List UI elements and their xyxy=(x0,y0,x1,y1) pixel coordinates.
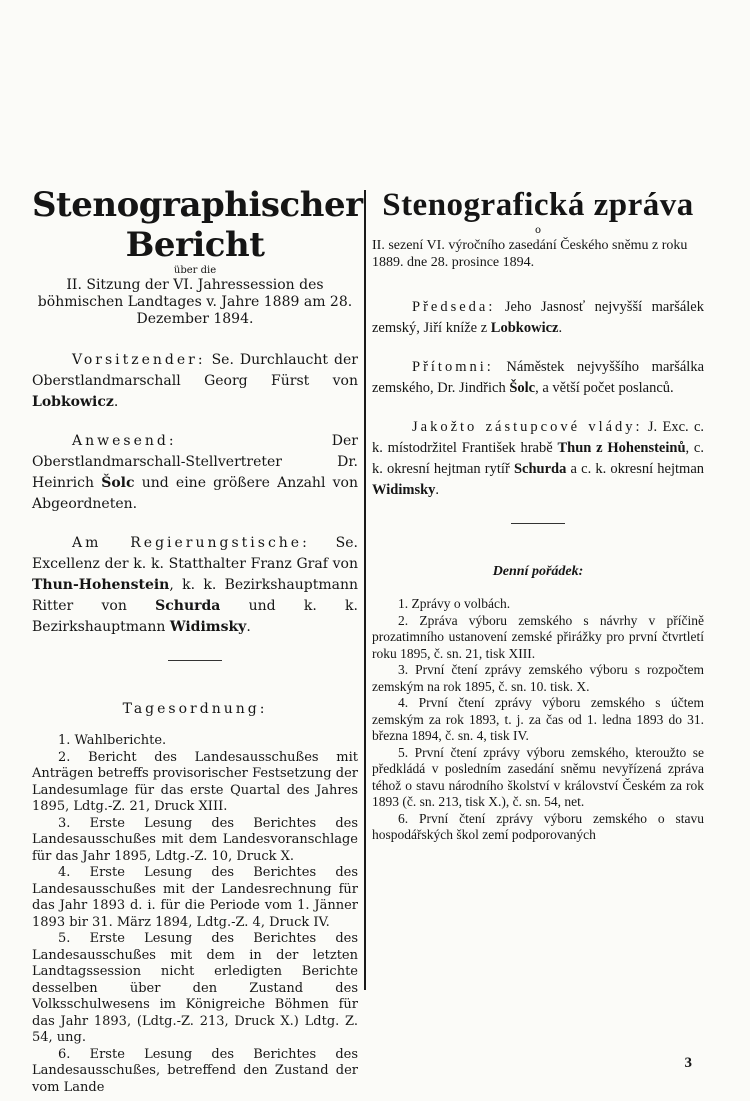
czech-title: Stenografická zpráva xyxy=(382,187,694,223)
german-separator xyxy=(168,660,222,661)
page-number: 3 xyxy=(684,1055,692,1071)
german-agenda-list xyxy=(32,733,358,1096)
czech-government-label: Jakožto zástupcové vlády: xyxy=(412,419,643,435)
german-present: Anwesend: Der Oberstlandmarschall-Stellvertreter Dr. Heinrich Šolc und eine größere Anzahl von Abgeordneten. xyxy=(32,433,358,512)
german-agenda-heading: Tagesordnung: xyxy=(122,701,268,717)
czech-chair: Předseda: Jeho Jasnosť nejvyšší maršálek zemský, Jiří kníže z Lobkowicz. xyxy=(372,299,704,336)
german-uber: über die xyxy=(173,265,217,276)
czech-present: Přítomni: Náměstek nejvyššího maršálka zemského, Dr. Jindřich Šolc, a větší počet poslanců. xyxy=(372,359,704,396)
czech-agenda-heading: Denní pořádek: xyxy=(492,564,584,579)
agenda-item: 4. První čtení zprávy výboru zemského s účtem zemským za rok 1893, t. j. za čas od 1. ledna 1893 do 31. března 1894, č. sn. 4, tisk IV. xyxy=(372,695,704,743)
german-title: Stenographischer Bericht xyxy=(32,185,363,265)
czech-chair-name: Lobkowicz xyxy=(490,320,559,336)
german-chair-name: Lobkowicz xyxy=(32,394,114,410)
german-column xyxy=(32,185,363,1096)
agenda-item: 5. Erste Lesung des Berichtes des Landesausschußes mit dem in der letzten Landtagssession nicht erledigten Berichte desselben über den Zustand des Volksschulwesens im Königreiche Böhmen für das Jahr 1893, (Ldtg.-Z. 213, Druck X.) Ldtg. Z. 54, ung. xyxy=(32,931,358,1045)
agenda-item: 3. Erste Lesung des Berichtes des Landesausschußes mit dem Landesvoranschlage für das Jahr 1895, Ldtg.-Z. 10, Druck X. xyxy=(32,815,358,864)
german-chair: Vorsitzender: Se. Durchlaucht der Oberstlandmarschall Georg Fürst von Lobkowicz. xyxy=(32,352,358,410)
agenda-item: 6. První čtení zprávy výboru zemského o stavu hospodářských škol zemí podporovaných xyxy=(372,810,704,842)
czech-agenda-list xyxy=(372,596,704,844)
czech-chair-label: Předseda: xyxy=(412,299,496,315)
agenda-item: 1. Zprávy o volbách. xyxy=(398,596,511,611)
agenda-item: 3. První čtení zprávy zemského výboru s rozpočtem zemským na rok 1895, č. sn. 10. tisk. X. xyxy=(372,662,704,694)
agenda-item: 4. Erste Lesung des Berichtes des Landesausschußes mit der Landesrechnung für das Jahr 1893 d. i. für die Periode vom 1. Jänner 1893 bir 31. März 1894, Ldtg.-Z. 4, Druck IV. xyxy=(32,865,358,930)
agenda-item: 1. Wahlberichte. xyxy=(58,733,167,748)
agenda-item: 6. Erste Lesung des Berichtes des Landesausschußes, betreffend den Zustand der vom Lande xyxy=(32,1046,358,1095)
agenda-item: 2. Bericht des Landesausschußes mit Anträgen betreffs provisorischer Festsetzung der Landesumlage für das erste Quartal des Jahres 1895, Ldtg.-Z. 21, Druck XIII. xyxy=(32,749,358,814)
agenda-item: 5. První čtení zprávy výboru zemského, kteroužto se předkládá v posledním zasedání sněmu nevyřízená zpráva téhož o stavu národního školství v království Českém za rok 1893 (č. sn. 213, tisk X.), č. sn. 54, net. xyxy=(372,744,704,809)
german-government: Am Regierungstische: Se. Excellenz der k. k. Statthalter Franz Graf von Thun-Hohenstein, k. k. Bezirkshauptmann Ritter von Schurda und k. k. Bezirkshauptmann Widimsky. xyxy=(32,535,358,635)
german-present-name: Šolc xyxy=(101,475,135,491)
czech-present-name: Šolc xyxy=(509,380,536,396)
column-divider xyxy=(364,190,366,990)
german-session-line: II. Sitzung der VI. Jahressession des böhmischen Landtages v. Jahre 1889 am 28. Dezember 1894. xyxy=(37,277,353,327)
czech-column xyxy=(372,185,704,844)
czech-o: o xyxy=(534,225,542,236)
german-government-label: Am Regierungstische: xyxy=(72,535,310,551)
czech-separator xyxy=(511,523,565,524)
czech-session-line: II. sezení VI. výročního zasedání Českého sněmu z roku 1889. dne 28. prosince 1894. xyxy=(372,238,688,270)
german-chair-label: Vorsitzender: xyxy=(72,352,206,368)
czech-government: Jakožto zástupcové vlády: J. Exc. c. k. místodržitel František hrabě Thun z Hohensteinů, c. k. okresní hejtman rytíř Schurda a c. k. okresní hejtman Widimsky. xyxy=(372,419,705,498)
agenda-item: 2. Zpráva výboru zemského s návrhy v příčině prozatimního ustanovení zemské přirážky pro první čtvrtletí roku 1895, č. sn. 21, tisk XIII. xyxy=(372,612,704,661)
german-present-label: Anwesend: xyxy=(72,433,177,449)
czech-present-label: Přítomni: xyxy=(412,359,494,375)
